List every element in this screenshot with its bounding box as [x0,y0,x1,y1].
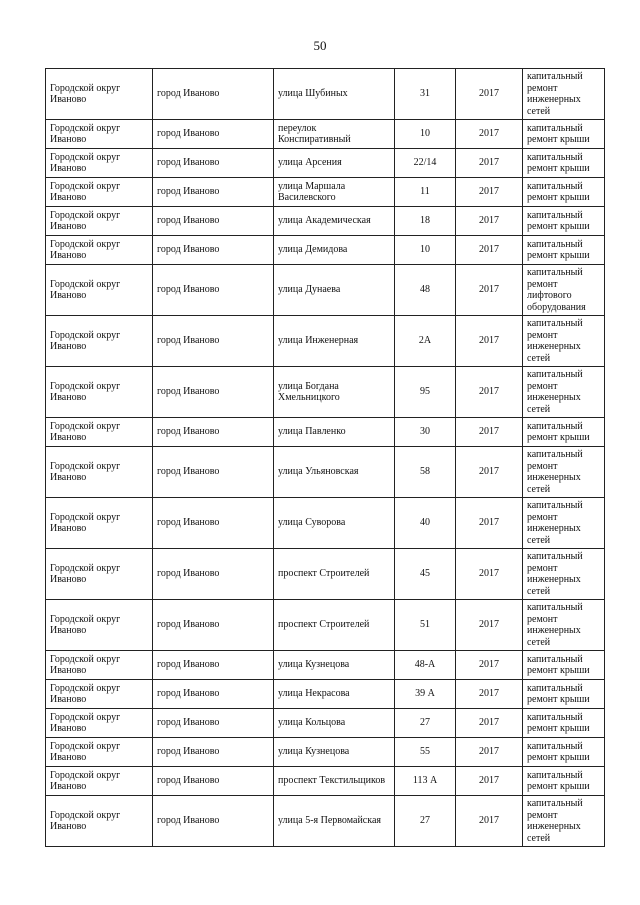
cell-district: Городской округ Иваново [46,549,153,600]
cell-house: 31 [395,69,456,120]
cell-district: Городской округ Иваново [46,709,153,738]
cell-year: 2017 [456,236,523,265]
cell-year: 2017 [456,178,523,207]
cell-city: город Иваново [153,549,274,600]
cell-year: 2017 [456,796,523,847]
cell-year: 2017 [456,367,523,418]
cell-district: Городской округ Иваново [46,367,153,418]
table-row [46,767,605,796]
cell-city: город Иваново [153,316,274,367]
table-row [46,120,605,149]
cell-street: улица Арсения [274,149,395,178]
cell-city: город Иваново [153,680,274,709]
cell-year: 2017 [456,651,523,680]
cell-street: улица Ульяновская [274,447,395,498]
cell-work-type: капитальный ремонт инженерных сетей [523,69,605,120]
cell-house: 95 [395,367,456,418]
cell-street: улица 5-я Первомайская [274,796,395,847]
page-number: 50 [313,38,327,53]
cell-year: 2017 [456,207,523,236]
cell-city: город Иваново [153,120,274,149]
cell-house: 27 [395,796,456,847]
cell-work-type: капитальный ремонт крыши [523,709,605,738]
cell-city: город Иваново [153,651,274,680]
cell-city: город Иваново [153,447,274,498]
cell-city: город Иваново [153,418,274,447]
table-row [46,236,605,265]
cell-city: город Иваново [153,236,274,265]
cell-work-type: капитальный ремонт инженерных сетей [523,498,605,549]
table-row [46,549,605,600]
table-row [46,367,605,418]
cell-work-type: капитальный ремонт крыши [523,149,605,178]
cell-street: улица Кузнецова [274,651,395,680]
cell-district: Городской округ Иваново [46,738,153,767]
cell-year: 2017 [456,120,523,149]
cell-work-type: капитальный ремонт инженерных сетей [523,600,605,651]
cell-street: проспект Строителей [274,549,395,600]
cell-city: город Иваново [153,767,274,796]
cell-city: город Иваново [153,69,274,120]
cell-street: улица Инженерная [274,316,395,367]
cell-district: Городской округ Иваново [46,178,153,207]
cell-work-type: капитальный ремонт крыши [523,738,605,767]
cell-street: улица Демидова [274,236,395,265]
cell-house: 55 [395,738,456,767]
cell-year: 2017 [456,265,523,316]
cell-city: город Иваново [153,796,274,847]
cell-work-type: капитальный ремонт крыши [523,651,605,680]
cell-house: 11 [395,178,456,207]
cell-city: город Иваново [153,709,274,738]
table-row [46,178,605,207]
cell-year: 2017 [456,709,523,738]
cell-year: 2017 [456,600,523,651]
table-row [46,709,605,738]
cell-house: 51 [395,600,456,651]
cell-district: Городской округ Иваново [46,69,153,120]
cell-street: улица Богдана Хмельницкого [274,367,395,418]
cell-city: город Иваново [153,265,274,316]
cell-city: город Иваново [153,367,274,418]
table-body [46,69,605,847]
cell-city: город Иваново [153,178,274,207]
table-row [46,149,605,178]
cell-work-type: капитальный ремонт крыши [523,680,605,709]
cell-house: 10 [395,236,456,265]
cell-house: 39 А [395,680,456,709]
cell-street: улица Кольцова [274,709,395,738]
cell-house: 27 [395,709,456,738]
cell-year: 2017 [456,316,523,367]
cell-year: 2017 [456,149,523,178]
repair-registry-table [45,68,605,847]
cell-district: Городской округ Иваново [46,600,153,651]
cell-house: 45 [395,549,456,600]
cell-city: город Иваново [153,207,274,236]
cell-house: 48 [395,265,456,316]
table-row [46,600,605,651]
cell-work-type: капитальный ремонт крыши [523,207,605,236]
cell-street: улица Шубиных [274,69,395,120]
cell-house: 2А [395,316,456,367]
table-row [46,447,605,498]
cell-district: Городской округ Иваново [46,796,153,847]
cell-house: 18 [395,207,456,236]
cell-house: 30 [395,418,456,447]
table-row [46,498,605,549]
cell-street: улица Дунаева [274,265,395,316]
cell-district: Городской округ Иваново [46,767,153,796]
table-row [46,265,605,316]
cell-city: город Иваново [153,600,274,651]
cell-year: 2017 [456,549,523,600]
cell-street: улица Павленко [274,418,395,447]
cell-work-type: капитальный ремонт крыши [523,418,605,447]
cell-street: улица Академическая [274,207,395,236]
cell-district: Городской округ Иваново [46,236,153,265]
cell-work-type: капитальный ремонт инженерных сетей [523,549,605,600]
cell-work-type: капитальный ремонт крыши [523,120,605,149]
cell-house: 40 [395,498,456,549]
cell-district: Городской округ Иваново [46,207,153,236]
cell-work-type: капитальный ремонт инженерных сетей [523,447,605,498]
table-row [46,207,605,236]
cell-district: Городской округ Иваново [46,651,153,680]
table-row [46,680,605,709]
table-row [46,69,605,120]
table-row [46,651,605,680]
table-row [46,738,605,767]
cell-district: Городской округ Иваново [46,680,153,709]
cell-year: 2017 [456,447,523,498]
cell-city: город Иваново [153,498,274,549]
cell-house: 58 [395,447,456,498]
cell-work-type: капитальный ремонт инженерных сетей [523,316,605,367]
cell-work-type: капитальный ремонт крыши [523,767,605,796]
cell-house: 22/14 [395,149,456,178]
cell-house: 48-А [395,651,456,680]
cell-district: Городской округ Иваново [46,447,153,498]
cell-district: Городской округ Иваново [46,498,153,549]
cell-street: переулок Конспиративный [274,120,395,149]
cell-district: Городской округ Иваново [46,265,153,316]
table-row [46,316,605,367]
cell-year: 2017 [456,680,523,709]
cell-year: 2017 [456,738,523,767]
cell-street: улица Суворова [274,498,395,549]
cell-work-type: капитальный ремонт крыши [523,236,605,265]
cell-district: Городской округ Иваново [46,316,153,367]
cell-work-type: капитальный ремонт инженерных сетей [523,367,605,418]
cell-district: Городской округ Иваново [46,120,153,149]
cell-year: 2017 [456,418,523,447]
cell-district: Городской округ Иваново [46,418,153,447]
cell-city: город Иваново [153,738,274,767]
table-row [46,418,605,447]
cell-year: 2017 [456,498,523,549]
cell-street: улица Кузнецова [274,738,395,767]
cell-work-type: капитальный ремонт инженерных сетей [523,796,605,847]
cell-district: Городской округ Иваново [46,149,153,178]
cell-house: 10 [395,120,456,149]
cell-house: 113 А [395,767,456,796]
cell-year: 2017 [456,69,523,120]
cell-work-type: капитальный ремонт лифтового оборудования [523,265,605,316]
cell-street: улица Маршала Василевского [274,178,395,207]
cell-street: улица Некрасова [274,680,395,709]
cell-street: проспект Строителей [274,600,395,651]
cell-city: город Иваново [153,149,274,178]
cell-year: 2017 [456,767,523,796]
table-row [46,796,605,847]
cell-street: проспект Текстильщиков [274,767,395,796]
cell-work-type: капитальный ремонт крыши [523,178,605,207]
